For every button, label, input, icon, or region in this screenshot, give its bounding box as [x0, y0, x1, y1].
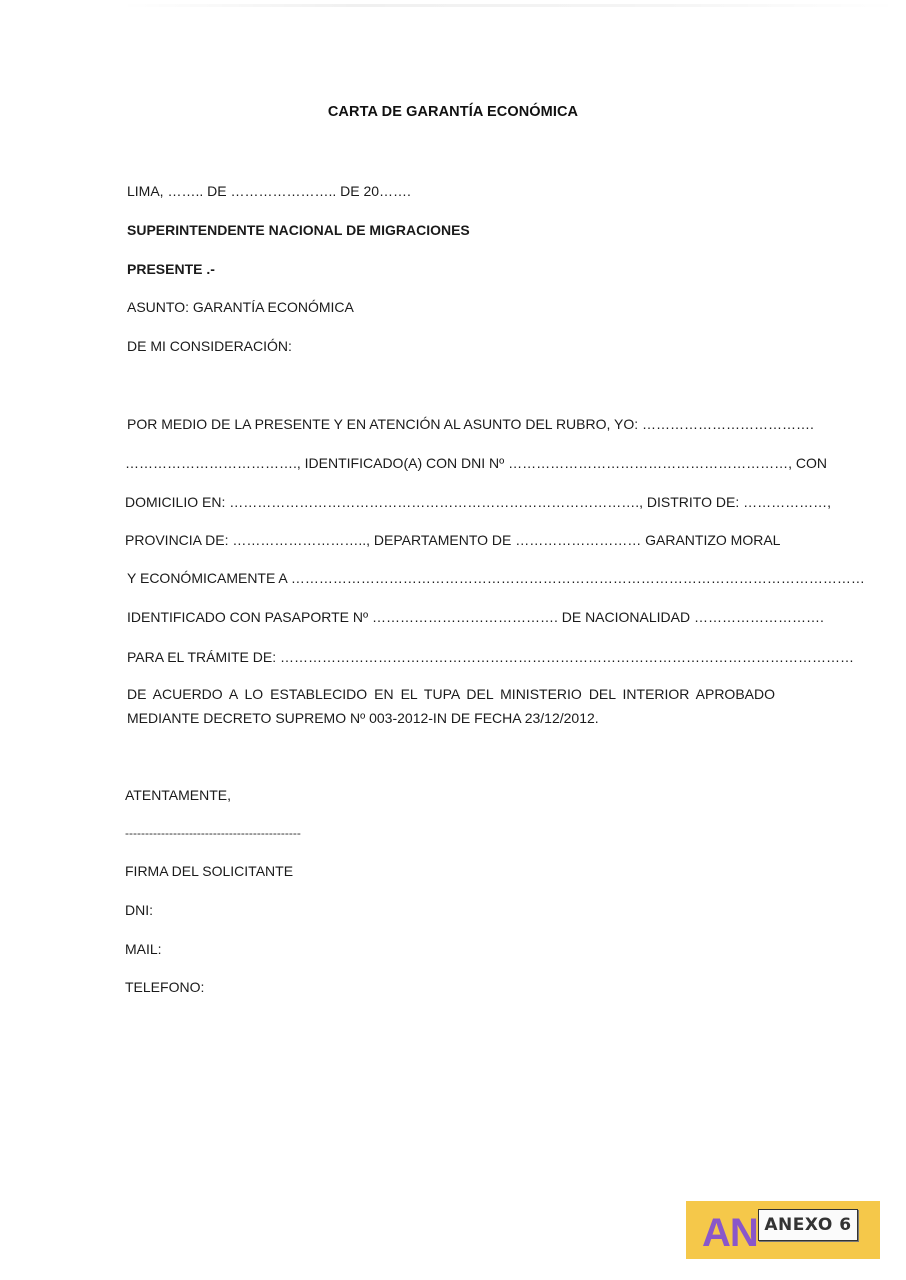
- annex-stamp: [686, 1201, 880, 1259]
- body-line: ………………………………., IDENTIFICADO(A) CON DNI Nº ……………………………………………………, CON: [125, 455, 828, 471]
- document-title: CARTA DE GARANTÍA ECONÓMICA: [327, 104, 579, 120]
- body-line: PROVINCIA DE: ……………………….., DEPARTAMENTO DE ……………………… GARANTIZO MORAL: [125, 532, 781, 548]
- annex-label: ANEXO 6: [758, 1209, 858, 1241]
- annex-logo: AN: [702, 1211, 758, 1255]
- addressee: SUPERINTENDENTE NACIONAL DE MIGRACIONES: [127, 222, 470, 238]
- scan-edge-shadow: [120, 4, 900, 7]
- sign-off: ATENTAMENTE,: [125, 787, 232, 803]
- closing-paragraph: [127, 682, 775, 730]
- telefono-label: TELEFONO:: [125, 979, 205, 995]
- body-line: POR MEDIO DE LA PRESENTE Y EN ATENCIÓN AL ASUNTO DEL RUBRO, YO: ……………………………….: [127, 416, 814, 432]
- signer-label: FIRMA DEL SOLICITANTE: [125, 863, 294, 879]
- presente-line: PRESENTE .-: [127, 261, 215, 277]
- body-line: Y ECONÓMICAMENTE A ……………………………………………………………………………………………………………: [127, 570, 865, 586]
- greeting: DE MI CONSIDERACIÓN:: [127, 338, 292, 354]
- signature-line: --------------------------------------------: [125, 826, 301, 840]
- body-line: IDENTIFICADO CON PASAPORTE Nº …………………………………. DE NACIONALIDAD ……………………….: [127, 609, 824, 625]
- body-line: PARA EL TRÁMITE DE: ……………………………………………………………………………………………………………: [127, 649, 855, 665]
- date-line: LIMA, …….. DE ………………….. DE 20…….: [127, 183, 411, 199]
- body-line: DOMICILIO EN: ……………………………………………………………………………., DISTRITO DE: ………………,: [125, 494, 831, 510]
- subject-line: ASUNTO: GARANTÍA ECONÓMICA: [127, 299, 354, 315]
- dni-label: DNI:: [125, 902, 153, 918]
- closing-line-1: DE ACUERDO A LO ESTABLECIDO EN EL TUPA DEL MINISTERIO DEL INTERIOR APROBADO: [127, 686, 775, 702]
- closing-line-2: MEDIANTE DECRETO SUPREMO Nº 003-2012-IN DE FECHA 23/12/2012.: [127, 710, 599, 726]
- mail-label: MAIL:: [125, 941, 162, 957]
